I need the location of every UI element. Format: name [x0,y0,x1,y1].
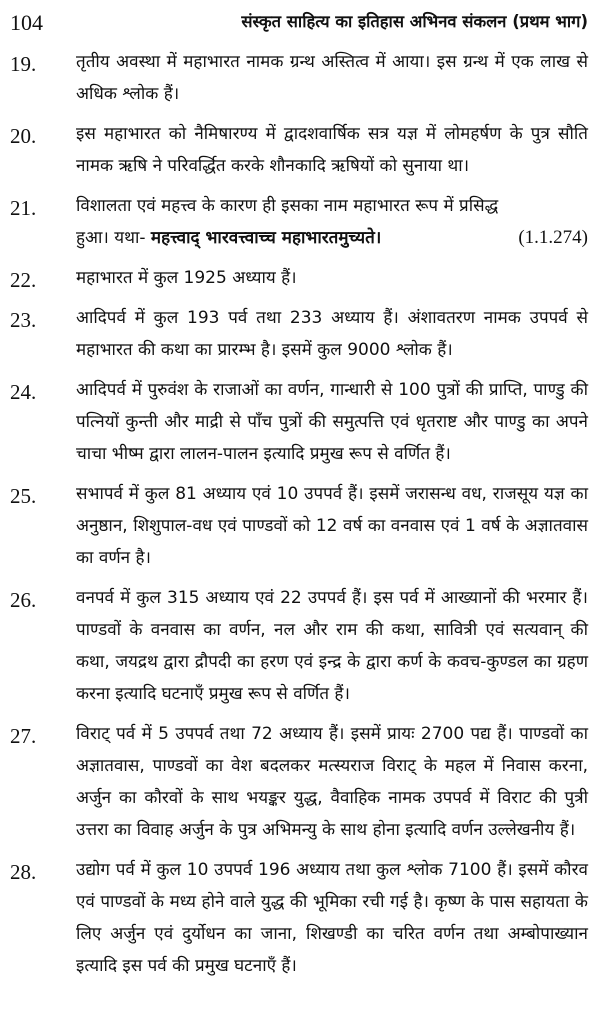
quotation-line [76,222,588,254]
sanskrit-quotation: महत्त्वाद् भारवत्त्वाच्च महाभारतमुच्यते। [150,228,382,248]
list-item [0,262,600,294]
item-number: 23. [10,308,37,332]
page-number: 104 [10,10,43,35]
item-number: 26. [10,588,37,612]
item-text: वनपर्व में कुल 315 अध्याय एवं 22 उपपर्व हैं। इस पर्व में आख्यानों की भरमार हैं। पाण्डवों के वनवास का वर्णन, नल और राम की कथा, सावित्री एवं सत्यवान् की कथा, जयद्रथ द्वारा द्रौपदी का हरण एवं इन्द्र के द्वारा कर्ण के कवच-कुण्डल का ग्रहण करना इत्यादि घटनाएँ प्रमुख रूप से वर्णित हैं। [76,588,588,704]
item-text: सभापर्व में कुल 81 अध्याय एवं 10 उपपर्व हैं। इसमें जरासन्ध वध, राजसूय यज्ञ का अनुष्ठान, शिशुपाल-वध एवं पाण्डवों को 12 वर्ष का वनवास एवं 1 वर्ष के अज्ञातवास का वर्णन है। [76,484,588,568]
numbered-list [0,46,600,990]
list-item [0,118,600,182]
item-number: 21. [10,196,37,220]
list-item [0,302,600,366]
item-text: आदिपर्व में पुरुवंश के राजाओं का वर्णन, गान्धारी से 100 पुत्रों की प्राप्ति, पाण्डु की पत्नियों कुन्ती और माद्री से पाँच पुत्रों की समुत्पत्ति एवं धृतराष्ट और पाण्डु का अपने चाचा भीष्म द्वारा लालन-पालन इत्यादि प्रमुख रूप से वर्णित हैं। [76,380,588,464]
list-item [0,374,600,470]
list-item [0,46,600,110]
list-item [0,478,600,574]
list-item [0,718,600,846]
list-item [0,582,600,710]
item-number: 25. [10,484,37,508]
item-number: 19. [10,52,37,76]
item-number: 24. [10,380,37,404]
item-text: इस महाभारत को नैमिषारण्य में द्वादशवार्षिक सत्र यज्ञ में लोमहर्षण के पुत्र सौति नामक ऋषि ने परिवर्द्धित करके शौनकादि ऋषियों को सुनाया था। [76,124,588,176]
verse-citation: (1.1.274) [518,227,588,248]
item-text: महाभारत में कुल 1925 अध्याय हैं। [76,268,297,288]
item-text-intro: विशालता एवं महत्त्व के कारण ही इसका नाम महाभारत रूप में प्रसिद्ध [76,196,499,216]
quotation-prefix: हुआ। यथा- [76,228,146,248]
running-title: संस्कृत साहित्य का इतिहास अभिनव संकलन (प्रथम भाग) [241,12,588,31]
item-number: 28. [10,860,37,884]
list-item [0,190,600,254]
item-text [76,190,588,254]
item-text: आदिपर्व में कुल 193 पर्व तथा 233 अध्याय हैं। अंशावतरण नामक उपपर्व से महाभारत की कथा का प्रारम्भ है। इसमें कुल 9000 श्लोक हैं। [76,308,588,360]
page-header [10,6,588,38]
list-item [0,854,600,982]
item-text: उद्योग पर्व में कुल 10 उपपर्व 196 अध्याय तथा कुल श्लोक 7100 हैं। इसमें कौरव एवं पाण्डवों के मध्य होने वाले युद्ध की भूमिका रची गई है। कृष्ण के पास सहायता के लिए अर्जुन एवं दुर्योधन का जाना, शिखण्डी का चरित वर्णन तथा अम्बोपाख्यान इत्यादि इस पर्व की प्रमुख घटनाएँ हैं। [76,860,588,976]
item-number: 20. [10,124,37,148]
item-number: 27. [10,724,37,748]
item-text: विराट् पर्व में 5 उपपर्व तथा 72 अध्याय हैं। इसमें प्रायः 2700 पद्य हैं। पाण्डवों का अज्ञातवास, पाण्डवों का वेश बदलकर मत्स्यराज विराट् के महल में निवास करना, अर्जुन का कौरवों के साथ भयङ्कर युद्ध, वैवाहिक नामक उपपर्व में विराट की पुत्री उत्तरा का विवाह अर्जुन के पुत्र अभिमन्यु के साथ होना इत्यादि वर्णन उल्लेखनीय हैं। [76,724,588,840]
item-number: 22. [10,268,37,292]
item-text: तृतीय अवस्था में महाभारत नामक ग्रन्थ अस्तित्व में आया। इस ग्रन्थ में एक लाख से अधिक श्लोक हैं। [76,52,588,104]
